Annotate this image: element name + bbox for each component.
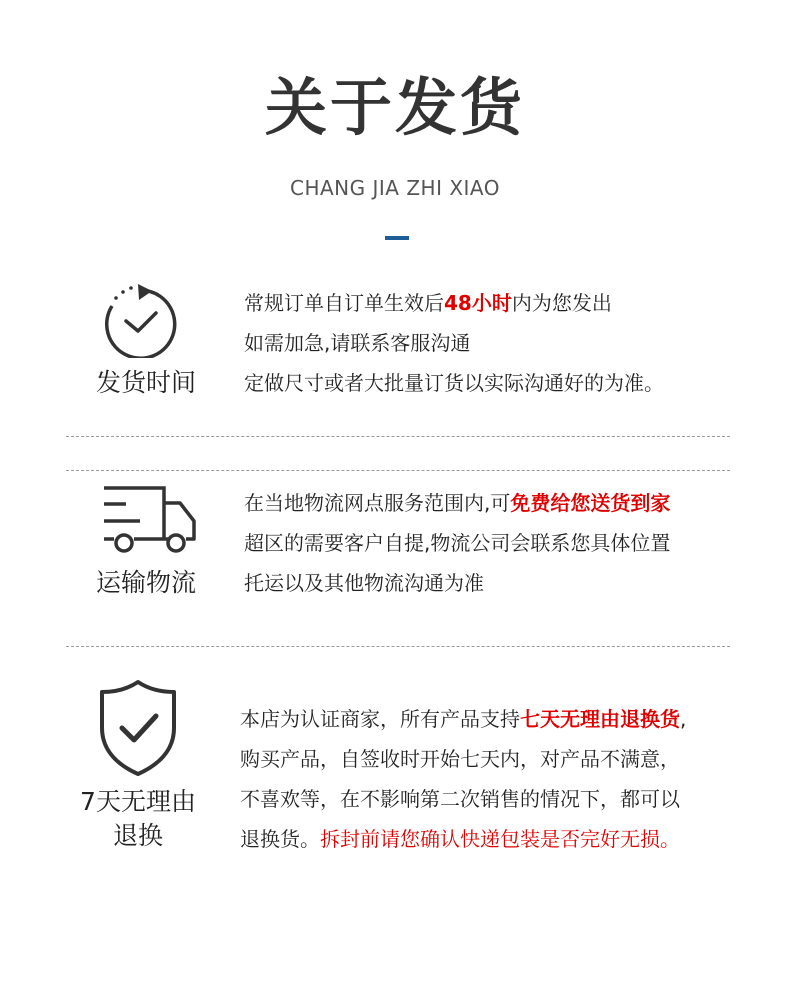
caption-line: 7天无理由 bbox=[80, 787, 196, 816]
text-line: 在当地物流网点服务范围内,可免费给您送货到家 bbox=[244, 491, 671, 515]
section-caption-shipping-time: 发货时间 bbox=[95, 368, 196, 397]
text-line: 如需加急,请联系客服沟通 bbox=[244, 331, 471, 355]
shipping-time-text bbox=[244, 283, 664, 403]
caption-line: 退换 bbox=[112, 821, 163, 850]
text-line: 不喜欢等，在不影响第二次销售的情况下，都可以 bbox=[240, 787, 680, 811]
section-caption-logistics: 运输物流 bbox=[95, 568, 196, 597]
divider bbox=[66, 470, 730, 471]
title-accent-bar bbox=[385, 236, 409, 240]
text-line: 常规订单自订单生效后48小时内为您发出 bbox=[244, 291, 612, 315]
divider bbox=[66, 646, 730, 647]
text-line: 退换货。拆封前请您确认快递包装是否完好无损。 bbox=[240, 827, 680, 851]
text-line: 本店为认证商家，所有产品支持七天无理由退换货, bbox=[240, 707, 687, 731]
logistics-text bbox=[244, 483, 670, 603]
return-policy-text bbox=[240, 699, 686, 859]
section-caption-return-policy bbox=[58, 785, 218, 853]
clock-check-icon bbox=[100, 270, 180, 358]
divider bbox=[66, 436, 730, 437]
page-title: 关于发货 bbox=[264, 71, 525, 144]
shield-check-icon bbox=[98, 678, 178, 778]
text-line: 托运以及其他物流沟通为准 bbox=[244, 571, 484, 595]
truck-icon bbox=[100, 483, 200, 558]
text-line: 定做尺寸或者大批量订货以实际沟通好的为准。 bbox=[244, 371, 664, 395]
text-line: 超区的需要客户自提,物流公司会联系您具体位置 bbox=[244, 531, 671, 555]
text-line: 购买产品，自签收时开始七天内，对产品不满意， bbox=[240, 747, 680, 771]
page-subtitle: CHANG JIA ZHI XIAO bbox=[289, 176, 500, 200]
